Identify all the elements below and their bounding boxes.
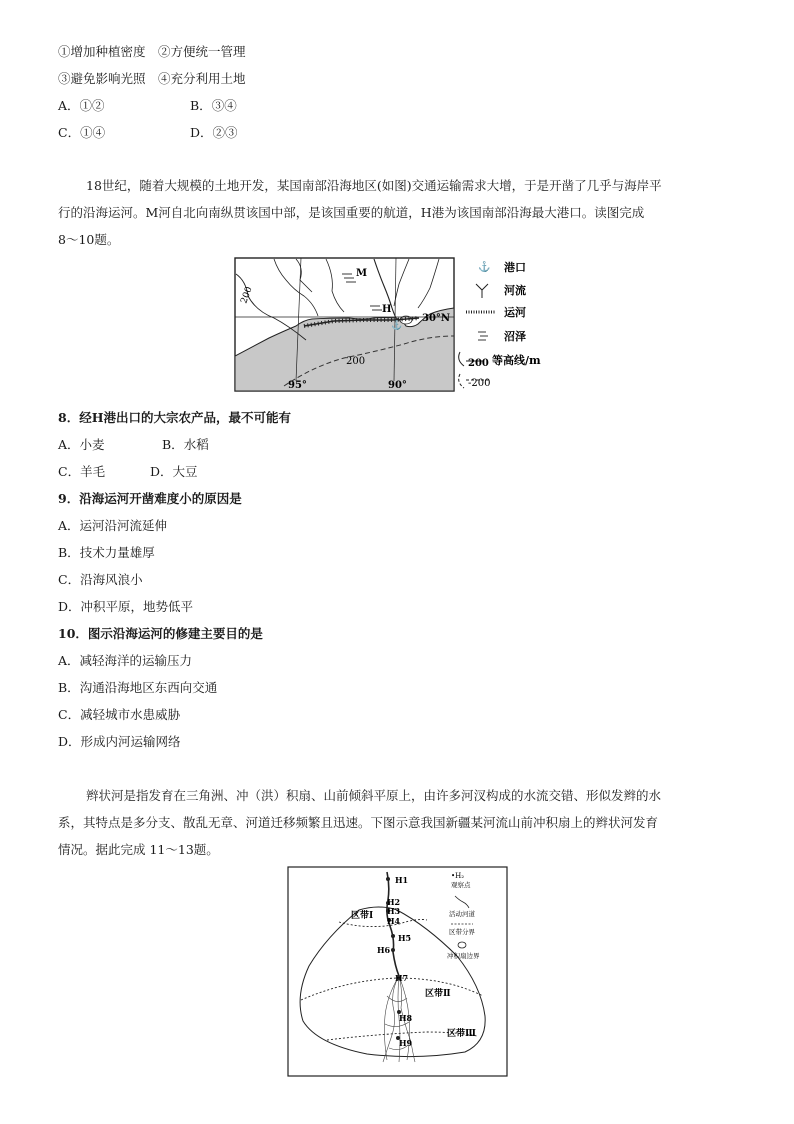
q7-statements-line-2: ③避免影响光照 ④充分利用土地 (58, 71, 246, 86)
svg-text:H1: H1 (395, 875, 409, 885)
legend-contour-icon (459, 352, 464, 366)
legend-isobath-value: -200 (468, 378, 491, 389)
passage-11-13-line-1: 辫状河是指发育在三角洲、冲（洪）积扇、山前倾斜平原上，由许多河汊构成的水流交错、形似发辫的水 (86, 788, 662, 803)
label-h: H (382, 304, 392, 315)
q10-option-d[interactable]: D．形成内河运输网络 (58, 734, 181, 749)
braided-river-fan-map (287, 866, 509, 1078)
q9-option-b[interactable]: B．技术力量雄厚 (58, 545, 155, 560)
legend-river-label: 河流 (504, 284, 526, 297)
svg-text:H6: H6 (377, 945, 391, 955)
passage-8-10-line-3: 8～10题。 (58, 232, 120, 247)
legend-isobath-icon (459, 374, 464, 388)
point-h1 (386, 877, 390, 881)
q8-stem: 8．经H港出口的大宗农产品，最不可能有 (58, 410, 292, 425)
label-90: 90° (388, 380, 407, 391)
label-m: M (356, 268, 368, 279)
q7-option-a[interactable]: A．①② (58, 98, 105, 113)
q7-option-c[interactable]: C．①④ (58, 125, 106, 140)
legend-point-icon: •H₂ (451, 872, 465, 880)
label-30n: 30°N (422, 313, 451, 324)
label-95: 95° (288, 380, 307, 391)
legend-river-icon (476, 284, 488, 298)
q8-option-c[interactable]: C．羊毛 (58, 464, 106, 479)
svg-text:H2: H2 (387, 897, 401, 907)
svg-text:H9: H9 (399, 1038, 413, 1048)
legend-contour-label: 等高线/m (492, 354, 541, 367)
q8-option-b[interactable]: B．水稻 (162, 437, 209, 452)
label-zone-3: 区带Ⅲ (447, 1029, 476, 1039)
q10-option-a[interactable]: A．减轻海洋的运输压力 (58, 653, 193, 668)
point-h5 (391, 934, 395, 938)
q8-option-a[interactable]: A．小麦 (58, 437, 105, 452)
label-zone-2: 区带Ⅱ (425, 989, 451, 999)
passage-8-10-line-2: 行的沿海运河。M河自北向南纵贯该国中部，是该国重要的航道，H港为该国南部沿海最大港口。读图完成 (58, 205, 645, 220)
svg-text:H3: H3 (387, 906, 401, 916)
point-h6 (391, 948, 395, 952)
q9-stem: 9．沿海运河开凿难度小的原因是 (58, 491, 242, 506)
map1-legend (459, 260, 541, 389)
passage-11-13-line-2: 系，其特点是多分支、散乱无章、河道迁移频繁且迅速。下图示意我国新疆某河流山前冲积扇上的辫状河发育 (58, 815, 659, 830)
q9-option-a[interactable]: A．运河沿河流延伸 (58, 518, 168, 533)
label-contour-200: 200 (239, 285, 255, 306)
q10-option-c[interactable]: C．减轻城市水患威胁 (58, 707, 181, 722)
port-h-icon: ⚓ (391, 321, 403, 331)
q7-option-d[interactable]: D．②③ (190, 125, 238, 140)
q10-stem: 10．图示沿海运河的修建主要目的是 (58, 626, 263, 641)
q10-option-b[interactable]: B．沟通沿海地区东西向交通 (58, 680, 218, 695)
q9-option-c[interactable]: C．沿海风浪小 (58, 572, 143, 587)
svg-text:H4: H4 (387, 916, 401, 926)
legend-port-icon: ⚓ (478, 262, 491, 273)
legend-port-label: 港口 (504, 261, 526, 274)
q9-option-d[interactable]: D．冲积平原，地势低平 (58, 599, 194, 614)
svg-text:H5: H5 (398, 933, 412, 943)
legend-swamp-label: 沼泽 (504, 330, 526, 343)
legend-contour-value: 200 (468, 358, 489, 369)
legend-fan-label: 冲积扇边界 (447, 952, 480, 960)
label-zone-1: 区带Ⅰ (351, 911, 374, 921)
passage-11-13-line-3: 情况。据此完成 11～13题。 (58, 842, 219, 857)
legend-canal-label: 运河 (504, 306, 526, 319)
legend-point-label: 观察点 (451, 881, 471, 889)
q7-option-b[interactable]: B．③④ (190, 98, 237, 113)
coastal-canal-map (234, 256, 564, 394)
passage-8-10-line-1: 18世纪，随着大规模的土地开发，某国南部沿海地区(如图)交通运输需求大增，于是开凿了几乎与海岸平 (86, 178, 662, 193)
svg-text:H7: H7 (395, 973, 409, 983)
legend-zone-label: 区带分界 (449, 928, 475, 936)
legend-channel-label: 活动河道 (449, 910, 475, 918)
legend-swamp-icon (478, 332, 488, 340)
q7-statements-line-1: ①增加种植密度 ②方便统一管理 (58, 44, 246, 59)
svg-text:H8: H8 (399, 1013, 413, 1023)
q8-option-d[interactable]: D．大豆 (150, 464, 198, 479)
label-isobath-200: 200 (346, 356, 366, 367)
